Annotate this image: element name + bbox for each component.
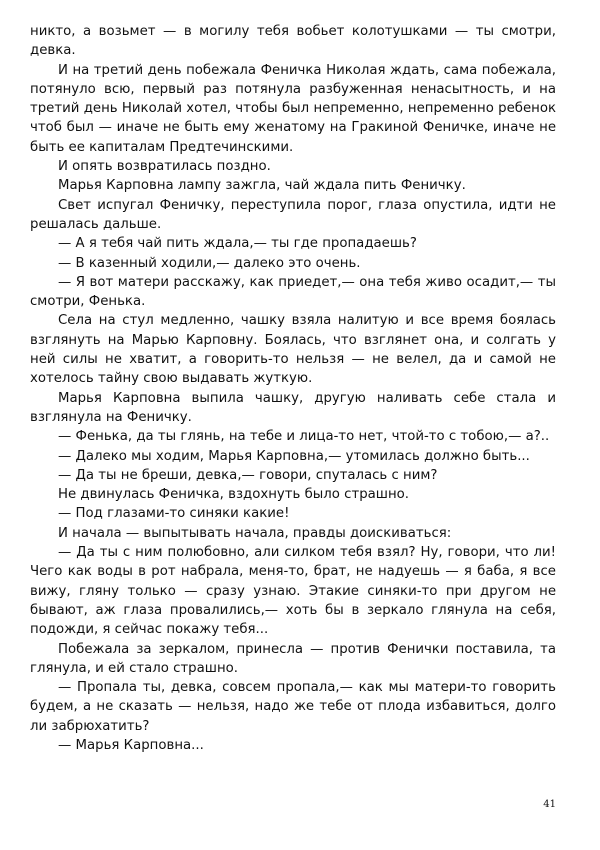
paragraph: никто, а возьмет — в могилу тебя вобьет колотушками — ты смотри, девка. (30, 24, 556, 59)
paragraph: — Да ты с ним полюбовно, али силком тебя взял? Ну, говори, что ли! Чего как воды в рот набрала, меня-то, брат, не надуешь — я баба, я все вижу, гляну только — сразу узнаю. Этакие синяки-то при другом не бывают, аж глаза провалились,— хоть бы в зеркало глянула на себя, подожди, я сейчас покажу тебя... (30, 545, 556, 638)
paragraph: Села на стул медленно, чашку взяла налитую и все время боялась взглянуть на Марью Карповну. Боялась, что взглянет она, и солгать у ней силы не хватит, а говорить-то нельзя — не велел, да и самой не хотелось тайну свою выдавать жуткую. (30, 313, 556, 387)
page-body (30, 22, 556, 755)
paragraph: — Марья Карповна... (58, 737, 204, 753)
paragraph: — Пропала ты, девка, совсем пропала,— как мы матери-то говорить будем, а не сказать — нельзя, надо же тебе от плода избавиться, долго ли забрюхатить? (30, 680, 556, 734)
paragraph: И опять возвратилась поздно. (58, 159, 271, 175)
page-number: 41 (543, 799, 556, 810)
paragraph: — В казенный ходили,— далеко это очень. (58, 255, 361, 271)
paragraph: — Фенька, да ты глянь, на тебе и лица-то нет, чтой-то с тобою,— а?.. (58, 429, 550, 445)
paragraph: Марья Карповна выпила чашку, другую наливать себе стала и взглянула на Феничку. (30, 390, 556, 425)
paragraph: Марья Карповна лампу зажгла, чай ждала пить Феничку. (58, 178, 466, 194)
paragraph: — Да ты не бреши, девка,— говори, спуталась с ним? (58, 467, 438, 483)
paragraph: — А я тебя чай пить ждала,— ты где пропадаешь? (58, 236, 417, 252)
paragraph: Побежала за зеркалом, принесла — против Фенички поставила, та глянула, и ей стало страшно. (30, 641, 556, 676)
paragraph: — Под глазами-то синяки какие! (58, 506, 290, 522)
paragraph: — Я вот матери расскажу, как приедет,— она тебя живо осадит,— ты смотри, Фенька. (30, 274, 556, 310)
paragraph: И начала — выпытывать начала, правды доискиваться: (58, 525, 452, 541)
paragraph: — Далеко мы ходим, Марья Карповна,— утомилась должно быть... (58, 448, 530, 464)
paragraph: Свет испугал Феничку, переступила порог, глаза опустила, идти не решалась дальше. (30, 197, 556, 232)
paragraph: Не двинулась Феничка, вздохнуть было страшно. (58, 487, 410, 503)
paragraph: И на третий день побежала Феничка Николая ждать, сама побежала, потянуло всю, первый раз потянула разбуженная ненасытность, и на третий день Николай хотел, чтобы был непременно, непременно ребенок чтоб был — иначе не быть ему женатому на Гракиной Феничке, иначе не быть ее капиталам Предтечинскими. (30, 62, 556, 155)
